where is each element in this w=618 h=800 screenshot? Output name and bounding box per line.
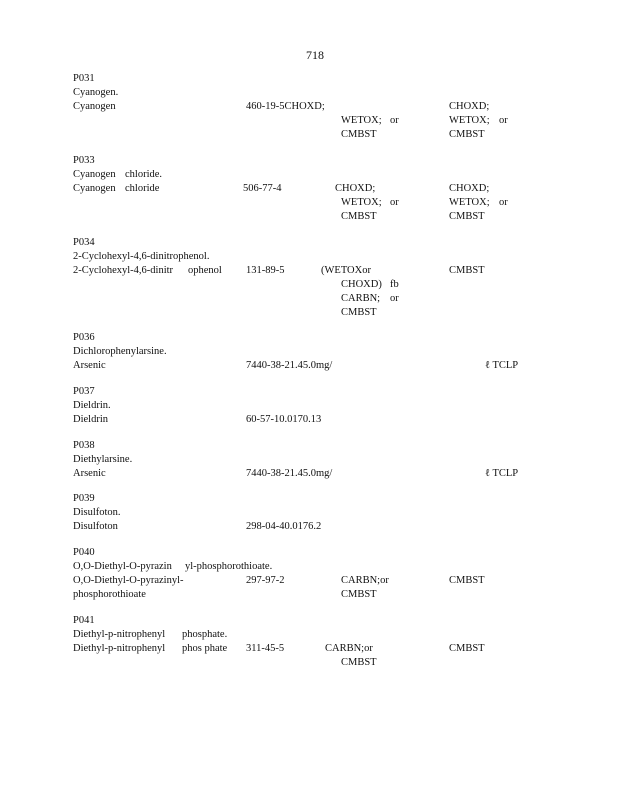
text-line: 7440-38-21.45.0mg/: [246, 468, 333, 479]
text-line: ophenol: [188, 265, 222, 276]
text-line: CMBST: [449, 265, 485, 276]
text-line: 2-Cyclohexyl-4,6-dinitr: [73, 265, 174, 276]
text-line: CMBST: [449, 575, 485, 586]
text-line: CMBST: [341, 657, 377, 668]
text-line: CHOXD;: [335, 183, 376, 194]
text-line: ℓ TCLP: [485, 360, 519, 371]
text-line: WETOX;: [449, 115, 490, 126]
text-line: 131-89-5: [246, 265, 285, 276]
text-line: WETOX;: [341, 197, 382, 208]
text-line: CARBN;: [341, 293, 381, 304]
text-line: P039: [73, 493, 95, 504]
text-line: CMBST: [341, 129, 377, 140]
text-line: 297-97-2: [246, 575, 285, 586]
text-line: Diethylarsine.: [73, 454, 133, 465]
text-line: 2-Cyclohexyl-4,6-dinitrophenol.: [73, 251, 210, 262]
text-line: P040: [73, 547, 95, 558]
text-line: Cyanogen: [73, 101, 116, 112]
text-line: Dieldrin.: [73, 400, 111, 411]
text-line: CHOXD;: [449, 183, 490, 194]
text-line: CMBST: [341, 307, 377, 318]
text-line: (WETOXor: [321, 265, 371, 276]
text-line: or: [499, 115, 508, 126]
text-line: CARBN;or: [341, 575, 389, 586]
text-line: Dieldrin: [73, 414, 108, 425]
text-line: P033: [73, 155, 95, 166]
text-line: phosphate.: [182, 629, 228, 640]
text-line: P041: [73, 615, 95, 626]
text-line: Cyanogen.: [73, 87, 119, 98]
text-line: phosphorothioate: [73, 589, 146, 600]
text-line: or: [390, 115, 399, 126]
text-line: WETOX;: [449, 197, 490, 208]
text-line: phos phate: [182, 643, 228, 654]
text-line: CHOXD): [341, 279, 382, 290]
text-line: CMBST: [341, 211, 377, 222]
text-line: CARBN;or: [325, 643, 373, 654]
text-line: WETOX;: [341, 115, 382, 126]
text-line: P036: [73, 332, 95, 343]
text-line: Dichlorophenylarsine.: [73, 346, 167, 357]
text-line: yl-phosphorothioate.: [185, 561, 273, 572]
text-line: P031: [73, 73, 95, 84]
text-line: Disulfoton: [73, 521, 118, 532]
text-line: P037: [73, 386, 95, 397]
text-line: 460-19-5CHOXD;: [246, 101, 325, 112]
text-line: Cyanogen: [73, 183, 116, 194]
text-line: Cyanogen: [73, 169, 116, 180]
text-line: CMBST: [341, 589, 377, 600]
text-line: Diethyl-p-nitrophenyl: [73, 643, 166, 654]
text-line: ℓ TCLP: [485, 468, 519, 479]
text-line: or: [390, 197, 399, 208]
text-line: O,O-Diethyl-O-pyrazin: [73, 561, 172, 572]
text-line: CMBST: [449, 211, 485, 222]
text-line: Arsenic: [73, 468, 106, 479]
text-line: chloride: [125, 183, 160, 194]
text-line: P034: [73, 237, 95, 248]
text-line: 7440-38-21.45.0mg/: [246, 360, 333, 371]
text-line: Disulfoton.: [73, 507, 121, 518]
text-line: 60-57-10.0170.13: [246, 414, 322, 425]
text-line: Diethyl-p-nitrophenyl: [73, 629, 166, 640]
text-line: 311-45-5: [246, 643, 285, 654]
text-line: CHOXD;: [449, 101, 490, 112]
text-line: P038: [73, 440, 95, 451]
text-line: chloride.: [125, 169, 163, 180]
text-line: CMBST: [449, 643, 485, 654]
text-line: Arsenic: [73, 360, 106, 371]
text-line: or: [499, 197, 508, 208]
text-line: 506-77-4: [243, 183, 282, 194]
text-line: 298-04-40.0176.2: [246, 521, 322, 532]
text-line: CMBST: [449, 129, 485, 140]
text-line: or: [390, 293, 399, 304]
text-line: fb: [390, 279, 399, 290]
page-number: 718: [306, 48, 324, 62]
text-line: O,O-Diethyl-O-pyrazinyl-: [73, 575, 184, 586]
